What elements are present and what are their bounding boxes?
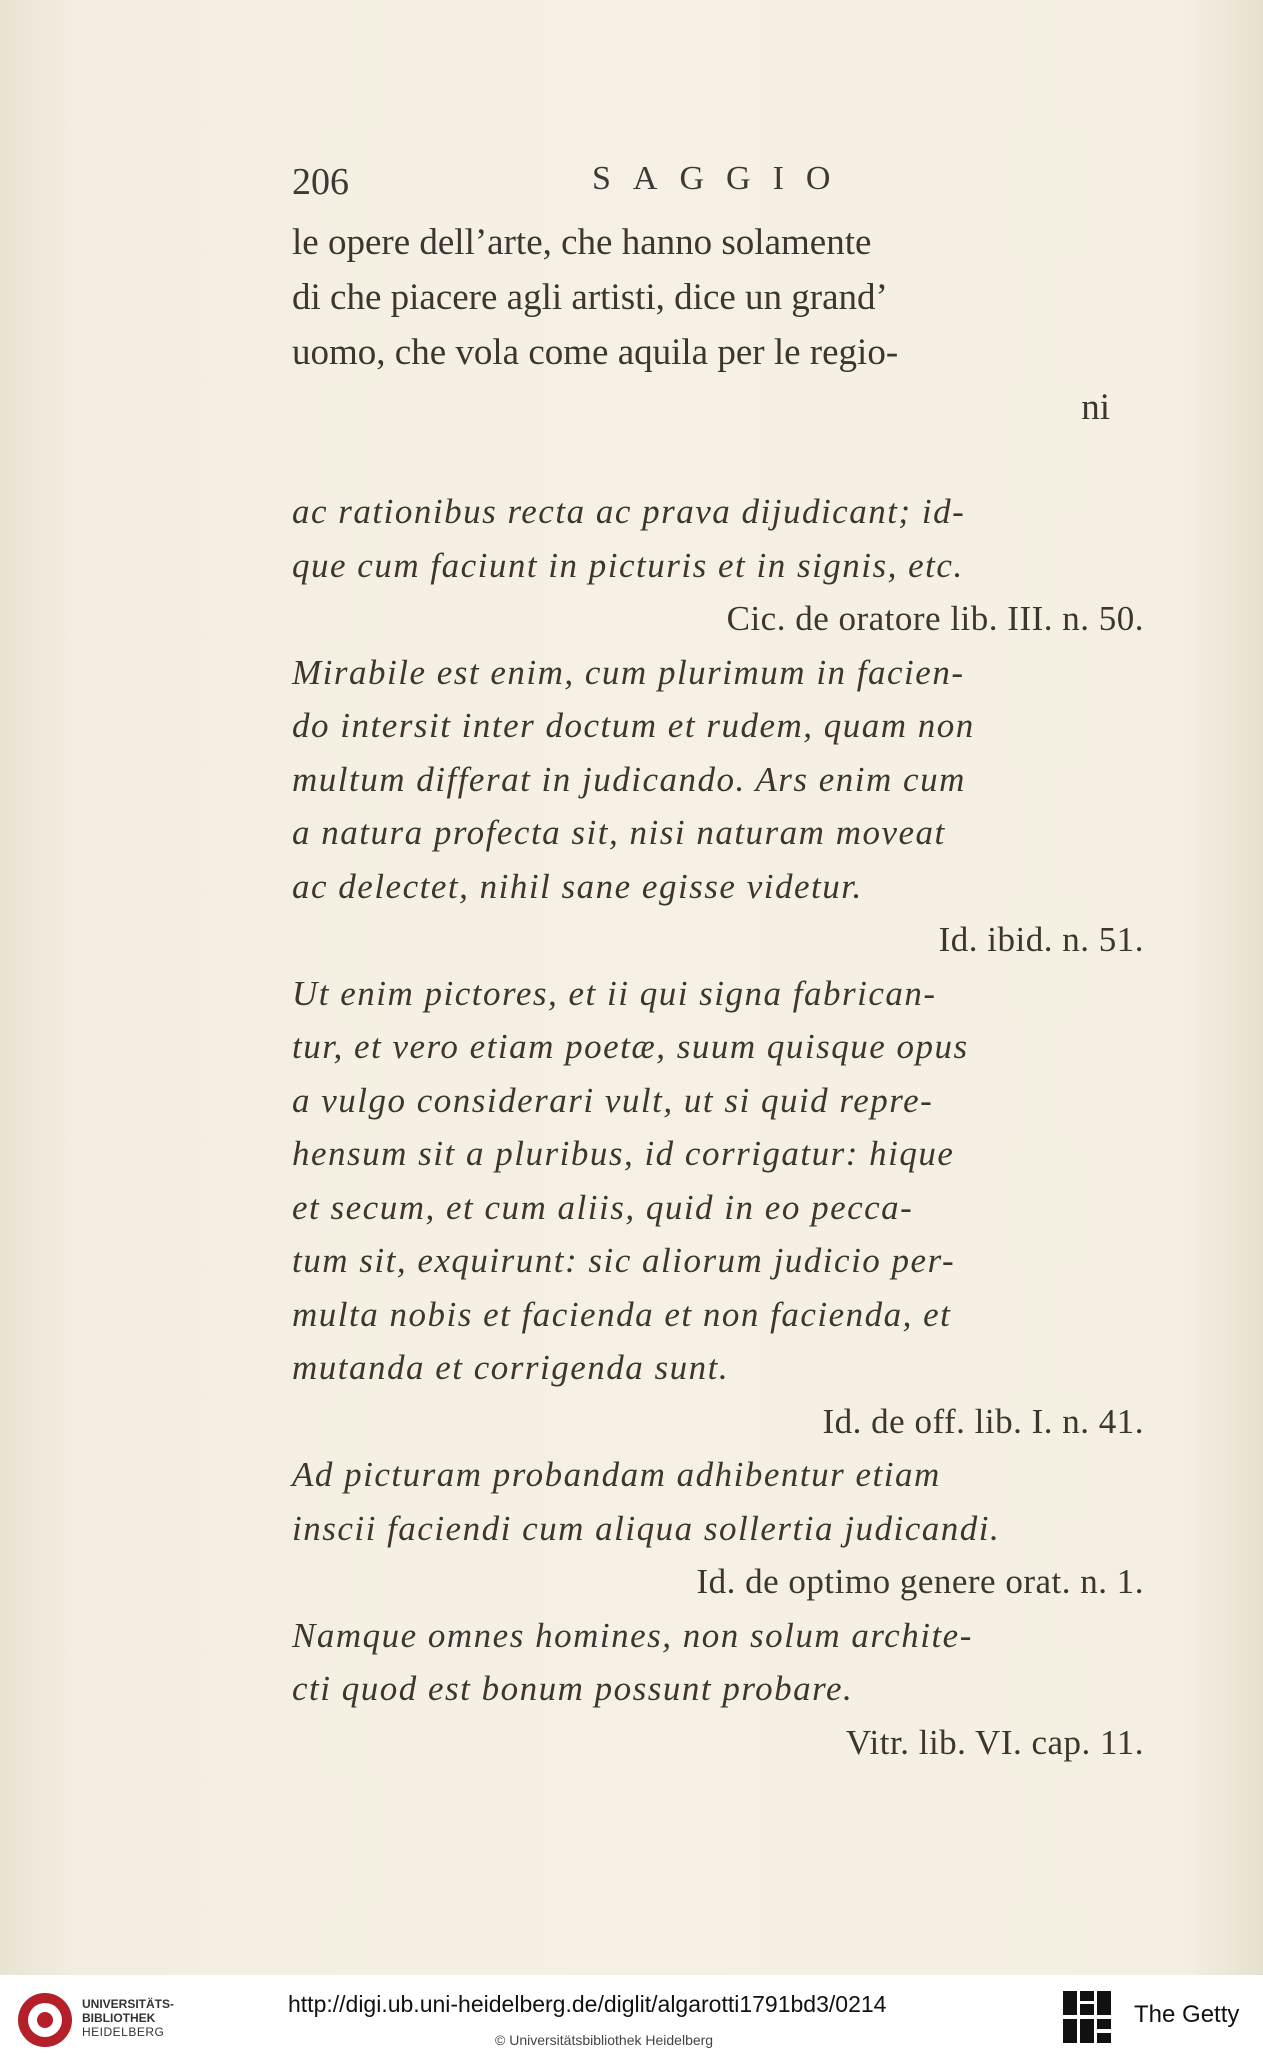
library-name bbox=[82, 1997, 174, 2039]
note-citation: Id. ibid. n. 51. bbox=[938, 920, 1144, 959]
note-citation: Id. de off. lib. I. n. 41. bbox=[822, 1401, 1144, 1441]
note-cicero-de-oratore bbox=[292, 485, 1152, 646]
ub-logo-center bbox=[37, 2012, 53, 2028]
note-line: tur, et vero etiam poetæ, suum quisque opus bbox=[292, 1027, 969, 1066]
library-name-line: BIBLIOTHEK bbox=[82, 2011, 156, 2025]
library-city: HEIDELBERG bbox=[82, 2025, 165, 2039]
footer-bar bbox=[0, 1975, 1263, 2065]
running-head bbox=[292, 160, 1142, 208]
note-citation: Vitr. lib. VI. cap. 11. bbox=[845, 1722, 1144, 1762]
note-mirabile bbox=[292, 646, 1152, 967]
ub-heidelberg-logo-icon bbox=[18, 1993, 72, 2047]
note-vitruvius bbox=[292, 1609, 1152, 1770]
note-line: inscii faciendi cum aliqua sollertia judicandi. bbox=[292, 1508, 1001, 1548]
library-name-line: UNIVERSITÄTS- bbox=[82, 1997, 175, 2011]
permalink-url[interactable]: http://digi.ub.uni-heidelberg.de/diglit/algarotti1791bd3/0214 bbox=[288, 1991, 887, 2017]
copyright-notice: © Universitätsbibliothek Heidelberg bbox=[495, 2032, 714, 2048]
body-line: uomo, che vola come aquila per le regio- bbox=[292, 332, 899, 373]
getty-name: The Getty bbox=[1134, 2001, 1240, 2028]
body-line: le opere dell’arte, che hanno solamente bbox=[292, 222, 872, 263]
running-title: SAGGIO bbox=[592, 160, 853, 197]
footnotes bbox=[292, 485, 1152, 1769]
note-line: ac delectet, nihil sane egisse videtur. bbox=[292, 866, 863, 906]
note-line: multum differat in judicando. Ars enim cum bbox=[292, 759, 966, 799]
note-line: mutanda et corrigenda sunt. bbox=[292, 1348, 730, 1387]
page-number: 206 bbox=[292, 161, 349, 203]
note-line: cti quod est bonum possunt probare. bbox=[292, 1669, 854, 1708]
note-line: et secum, et cum aliis, quid in eo pecca- bbox=[292, 1187, 914, 1227]
note-citation: Cic. de oratore lib. III. n. 50. bbox=[726, 599, 1144, 638]
note-line: Namque omnes homines, non solum archite- bbox=[292, 1615, 973, 1655]
note-de-officiis bbox=[292, 967, 1152, 1449]
note-line: a vulgo considerari vult, ut si quid repre- bbox=[292, 1080, 934, 1120]
note-line: tum sit, exquirunt: sic aliorum judicio per- bbox=[292, 1241, 956, 1280]
body-text bbox=[292, 215, 1152, 435]
note-line: a natura profecta sit, nisi naturam moveat bbox=[292, 813, 946, 852]
note-line: Ut enim pictores, et ii qui signa fabrican- bbox=[292, 973, 937, 1013]
catchword: ni bbox=[1081, 387, 1110, 428]
getty-logo-icon bbox=[1061, 1989, 1113, 2047]
note-line: que cum faciunt in picturis et in signis, etc. bbox=[292, 545, 964, 585]
note-line: multa nobis et facienda et non facienda, et bbox=[292, 1294, 952, 1334]
note-line: do intersit inter doctum et rudem, quam non bbox=[292, 706, 975, 745]
note-line: Ad picturam probandam adhibentur etiam bbox=[292, 1455, 941, 1494]
note-line: Mirabile est enim, cum plurimum in facien- bbox=[292, 652, 965, 692]
body-line: di che piacere agli artisti, dice un grand’ bbox=[292, 277, 888, 318]
note-line: ac rationibus recta ac prava dijudicant; id- bbox=[292, 492, 966, 531]
note-citation: Id. de optimo genere orat. n. 1. bbox=[696, 1562, 1144, 1601]
note-de-optimo-genere bbox=[292, 1448, 1152, 1609]
note-line: hensum sit a pluribus, id corrigatur: hique bbox=[292, 1134, 955, 1173]
